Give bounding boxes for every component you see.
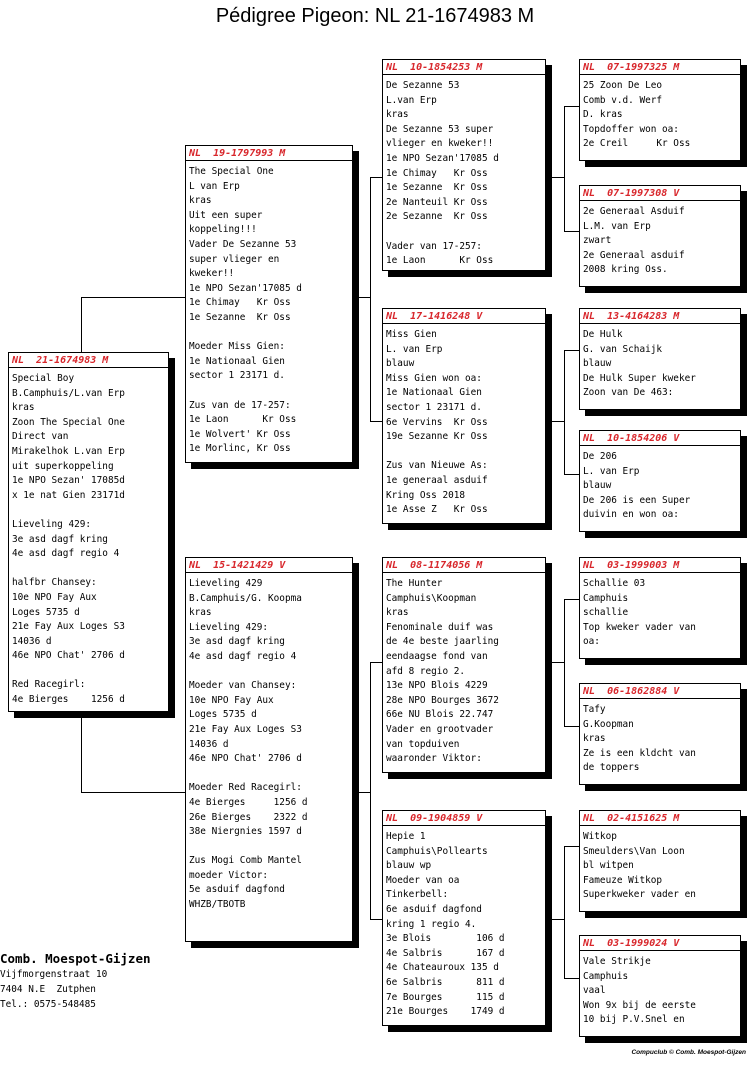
card-text-line: 2e Generaal asduif [583, 249, 685, 261]
card-text-line: Zus Mogi Comb Mantel [189, 855, 302, 867]
card-text-line: G.Koopman [583, 718, 634, 730]
card-text-line: 19e Sezanne Kr Oss [386, 431, 488, 443]
card-text-line: Topdoffer won oa: [583, 123, 679, 135]
card-text-line: Camphuis [583, 592, 629, 604]
card-text-line: Superkweker vader en [583, 889, 696, 901]
card-text-line: Lieveling 429: [189, 621, 269, 633]
card-text-line [189, 840, 349, 855]
card-text-line: Uit een super [189, 209, 263, 221]
connector-line [81, 792, 185, 793]
card-text-line: Miss Gien won oa: [386, 372, 482, 384]
ring-number: NL 21-1674983 M [9, 354, 168, 368]
card-text-line: sector 1 23171 d. [386, 401, 482, 413]
connector-line [370, 662, 382, 663]
card-text-line: 6e asduif dagfond [386, 903, 482, 915]
page-title: Pédigree Pigeon: NL 21-1674983 M [215, 5, 535, 27]
card-text-line: De Sezanne 53 super [386, 123, 494, 135]
card-text-line: 10 bij P.V.Snel en [583, 1014, 685, 1026]
connector-line [370, 177, 382, 178]
connector-line [546, 421, 564, 422]
card-text-line: Lieveling 429 [189, 578, 263, 589]
card-text-line: 38e Niergnies 1597 d [189, 826, 302, 838]
card-text-line: Zus van Nieuwe As: [386, 460, 488, 472]
card-text-line: Loges 5735 d [189, 709, 257, 721]
card-text-line: 25 Zoon De Leo [583, 80, 663, 91]
pigeon-card-sire-sire [382, 59, 546, 271]
card-text-line: 7e Bourges 115 d [386, 991, 505, 1003]
card-text-line: L.M. van Erp [583, 220, 651, 232]
card-text-line: 1e Asse Z Kr Oss [386, 504, 488, 516]
card-text-line: van topduiven [386, 738, 460, 750]
card-text-line: duivin en won oa: [583, 509, 679, 521]
card-text-line: 21e Fay Aux Loges S3 [189, 723, 302, 735]
card-text-line: L. van Erp [386, 343, 443, 355]
card-text-line: 1e Chimay Kr Oss [386, 167, 488, 179]
connector-line [564, 846, 565, 978]
card-text-line: 1e Wolvert' Kr Oss [189, 428, 291, 440]
card-text-line: eendaagse fond van [386, 650, 488, 662]
pigeon-card-ssd [579, 185, 741, 287]
card-text-line: Hepie 1 [386, 831, 426, 842]
card-text-line: L van Erp [189, 180, 240, 192]
card-text-line [386, 225, 542, 240]
card-text-line: 1e Sezanne Kr Oss [386, 182, 488, 194]
pigeon-card-dam [185, 557, 353, 942]
pigeon-card-sire-dam [382, 308, 546, 524]
card-text-line: 2e Nanteuil Kr Oss [386, 196, 488, 208]
connector-line [81, 712, 82, 792]
card-text-line: 21e Fay Aux Loges S3 [12, 621, 125, 633]
card-text-line: kras [12, 402, 35, 414]
connector-line [546, 919, 564, 920]
card-text-line: 1e NPO Sezan'17085 d [386, 152, 499, 164]
ring-number: NL 10-1854206 V [580, 432, 740, 446]
card-text-line: schallie [583, 607, 629, 619]
ring-number: NL 02-4151625 M [580, 812, 740, 826]
card-text-line: Tinkerbell: [386, 889, 449, 901]
card-text-line: 1e Sezanne Kr Oss [189, 311, 291, 323]
card-text-line: Camphuis\Pollearts [386, 845, 488, 857]
card-text-line: Schallie 03 [583, 578, 646, 589]
card-text-line: Fameuze Witkop [583, 874, 663, 886]
ring-number: NL 08-1174056 M [383, 559, 545, 573]
card-text-line: Fenominale duif was [386, 621, 494, 633]
connector-line [564, 978, 579, 979]
card-text-line: moeder Victor: [189, 869, 269, 881]
card-text-line: Won 9x bij de eerste [583, 999, 696, 1011]
owner-phone: Tel.: 0575-548485 [0, 998, 96, 1010]
card-text-line: 1e Nationaal Gien [386, 387, 482, 399]
card-text-line: zwart [583, 235, 612, 247]
card-text-line: 6e Vervins Kr Oss [386, 416, 488, 428]
pigeon-card-sire [185, 145, 353, 463]
card-text-line: Kring Oss 2018 [386, 489, 466, 501]
connector-line [564, 726, 579, 727]
card-text-line: kras [386, 109, 409, 121]
card-text-line: 2e Sezanne Kr Oss [386, 211, 488, 223]
card-text-line: 1e NPO Sezan' 17085d [12, 475, 125, 487]
card-text-line: oa: [583, 636, 600, 648]
pigeon-card-dds [579, 810, 741, 912]
owner-address-line: Vijfmorgenstraat 10 [0, 969, 108, 980]
card-text-line: Tafy [583, 704, 606, 715]
card-text-line: D. kras [583, 109, 623, 121]
card-text-line: 2e Generaal Asduif [583, 206, 685, 217]
pigeon-card-main [8, 352, 169, 712]
card-text-line: 1e Chimay Kr Oss [189, 297, 291, 309]
connector-line [564, 106, 579, 107]
ring-number: NL 09-1904859 V [383, 812, 545, 826]
card-text-line: Vader en grootvader [386, 723, 494, 735]
connector-line [370, 177, 371, 421]
card-text-line: 4e Bierges 1256 d [189, 796, 308, 808]
card-text-line: Lieveling 429: [12, 518, 92, 530]
connector-line [564, 599, 565, 726]
card-text-line: halfbr Chansey: [12, 577, 97, 589]
connector-line [370, 919, 382, 920]
owner-address-line: 7404 N.E Zutphen [0, 983, 96, 995]
card-text-line: 3e asd dagf kring [189, 636, 285, 648]
pigeon-card-dam-dam [382, 810, 546, 1026]
card-text-line: kring 1 regio 4. [386, 918, 477, 930]
card-text-line: 5e asduif dagfond [189, 884, 285, 896]
card-text-line: 4e asd dagf regio 4 [12, 548, 120, 560]
card-text-line: de toppers [583, 762, 640, 774]
card-text-line: 28e NPO Bourges 3672 [386, 694, 499, 706]
card-text-line: blauw [583, 358, 612, 370]
card-text-line: super vlieger en [189, 253, 280, 265]
card-text-line: Camphuis\Koopman [386, 592, 477, 604]
card-text-line: Mirakelhok L.van Erp [12, 445, 125, 457]
card-text-line: Moeder Red Racegirl: [189, 782, 302, 794]
card-text-line: De 206 [583, 451, 617, 462]
owner-name: Comb. Moespot-Gijzen [0, 951, 151, 966]
card-text-line: L. van Erp [583, 465, 640, 477]
card-text-line: L.van Erp [386, 94, 437, 106]
card-text-line [189, 384, 349, 399]
ring-number: NL 07-1997325 M [580, 61, 740, 75]
card-text-line: Miss Gien [386, 329, 437, 340]
card-text-line: Ze is een kldcht van [583, 747, 696, 759]
connector-line [564, 106, 565, 231]
pigeon-card-dsd [579, 683, 741, 785]
card-text-line: Vader De Sezanne 53 [189, 238, 297, 250]
card-text-line: vlieger en kweker!! [386, 138, 494, 150]
card-text-line: blauw [386, 358, 415, 370]
card-text-line [189, 767, 349, 782]
card-text-line: 10e NPO Fay Aux [189, 694, 274, 706]
pigeon-card-dam-sire [382, 557, 546, 773]
ring-number: NL 17-1416248 V [383, 310, 545, 324]
pigeon-card-sss [579, 59, 741, 161]
card-text-line: 3e Blois 106 d [386, 933, 505, 945]
card-text-line [12, 562, 165, 577]
card-text-line: x 1e nat Gien 23171d [12, 489, 125, 501]
card-text-line: 46e NPO Chat' 2706 d [12, 650, 125, 662]
card-text-line: 66e NU Blois 22.747 [386, 709, 494, 721]
card-text-line: De Sezanne 53 [386, 80, 460, 91]
card-text-line: kras [189, 607, 212, 619]
card-text-line: 2008 kring Oss. [583, 264, 668, 276]
card-text-line: 1e Nationaal Gien [189, 355, 285, 367]
card-text-line: 46e NPO Chat' 2706 d [189, 753, 302, 765]
card-text-line: Special Boy [12, 373, 75, 384]
card-text-line: Witkop [583, 831, 617, 842]
card-text-line: Red Racegirl: [12, 679, 86, 691]
card-text-line: Loges 5735 d [12, 606, 80, 618]
card-text-line: 1e Laon Kr Oss [189, 414, 297, 426]
card-text-line: 21e Bourges 1749 d [386, 1006, 505, 1018]
ring-number: NL 10-1854253 M [383, 61, 545, 75]
card-text-line: The Hunter [386, 578, 443, 589]
card-text-line: De Hulk [583, 329, 623, 340]
card-text-line: 1e Laon Kr Oss [386, 255, 494, 267]
ring-number: NL 06-1862884 V [580, 685, 740, 699]
connector-line [370, 421, 382, 422]
connector-line [546, 177, 564, 178]
card-text-line: kras [386, 607, 409, 619]
card-text-line: 4e asd dagf regio 4 [189, 650, 297, 662]
card-text-line: kras [583, 733, 606, 745]
connector-line [564, 846, 579, 847]
connector-line [564, 474, 579, 475]
ring-number: NL 03-1999024 V [580, 937, 740, 951]
card-text-line: uit superkoppeling [12, 460, 114, 472]
card-text-line: 14036 d [12, 635, 52, 647]
owner-block [0, 950, 151, 1012]
connector-line [564, 350, 579, 351]
connector-line [81, 297, 82, 353]
card-text-line: Smeulders\Van Loon [583, 845, 685, 857]
card-text-line: 4e Salbris 167 d [386, 947, 505, 959]
card-text-line: bl witpen [583, 860, 634, 872]
connector-line [353, 792, 370, 793]
card-text-line: Direct van [12, 431, 69, 443]
ring-number: NL 15-1421429 V [186, 559, 352, 573]
card-text-line: Zoon van De 463: [583, 387, 674, 399]
card-text-line: blauw wp [386, 860, 432, 872]
card-text-line: Zus van de 17-257: [189, 399, 291, 411]
connector-line [564, 350, 565, 474]
card-text-line: 14036 d [189, 738, 229, 750]
card-text-line: 13e NPO Blois 4229 [386, 680, 488, 692]
card-text-line: 2e Creil Kr Oss [583, 138, 691, 150]
card-text-line: De Hulk Super kweker [583, 372, 696, 384]
pigeon-card-ddd [579, 935, 741, 1037]
card-text-line: Zoon The Special One [12, 416, 125, 428]
card-text-line: 4e Chateauroux 135 d [386, 962, 499, 974]
card-text-line: 10e NPO Fay Aux [12, 591, 97, 603]
card-text-line: Camphuis [583, 970, 629, 982]
card-text-line: 6e Salbris 811 d [386, 976, 505, 988]
pigeon-card-sds [579, 308, 741, 410]
card-text-line: De 206 is een Super [583, 494, 691, 506]
card-text-line: de 4e beste jaarling [386, 636, 499, 648]
card-text-line: 26e Bierges 2322 d [189, 811, 308, 823]
card-text-line: 4e Bierges 1256 d [12, 694, 125, 706]
ring-number: NL 13-4164283 M [580, 310, 740, 324]
card-text-line: WHZB/TBOTB [189, 899, 246, 911]
card-text-line: 1e NPO Sezan'17085 d [189, 282, 302, 294]
ring-number: NL 19-1797993 M [186, 147, 352, 161]
card-text-line: waaronder Viktor: [386, 753, 482, 765]
pigeon-card-sdd [579, 430, 741, 532]
card-text-line: B.Camphuis/L.van Erp [12, 387, 125, 399]
pigeon-card-dss [579, 557, 741, 659]
card-text-line: Moeder Miss Gien: [189, 341, 285, 353]
card-text-line: vaal [583, 985, 606, 997]
card-text-line: Moeder van oa [386, 874, 460, 886]
card-text-line: Comb v.d. Werf [583, 94, 663, 106]
card-text-line: kras [189, 195, 212, 207]
card-text-line: kweker!! [189, 268, 235, 280]
card-text-line: afd 8 regio 2. [386, 665, 466, 677]
card-text-line: blauw [583, 480, 612, 492]
card-text-line: Moeder van Chansey: [189, 680, 297, 692]
connector-line [564, 599, 579, 600]
card-text-line [12, 503, 165, 518]
connector-line [564, 231, 579, 232]
footer-credit: Compuclub © Comb. Moespot-Gijzen [631, 1049, 746, 1056]
card-text-line [12, 664, 165, 679]
card-text-line [386, 445, 542, 460]
card-text-line: Top kweker vader van [583, 621, 696, 633]
connector-line [81, 297, 185, 298]
connector-line [353, 297, 370, 298]
card-text-line: The Special One [189, 166, 274, 177]
connector-line [546, 662, 564, 663]
card-text-line: Vader van 17-257: [386, 240, 482, 252]
card-text-line [189, 665, 349, 680]
card-text-line: G. van Schaijk [583, 343, 663, 355]
card-text-line: 1e Morlinc, Kr Oss [189, 443, 291, 455]
card-text-line: B.Camphuis/G. Koopma [189, 592, 302, 604]
connector-line [370, 662, 371, 919]
card-text-line: koppeling!!! [189, 224, 257, 236]
card-text-line: 3e asd dagf kring [12, 533, 108, 545]
ring-number: NL 03-1999003 M [580, 559, 740, 573]
card-text-line [189, 326, 349, 341]
card-text-line: Vale Strikje [583, 956, 651, 967]
ring-number: NL 07-1997308 V [580, 187, 740, 201]
card-text-line: 1e generaal asduif [386, 474, 488, 486]
card-text-line: sector 1 23171 d. [189, 370, 285, 382]
